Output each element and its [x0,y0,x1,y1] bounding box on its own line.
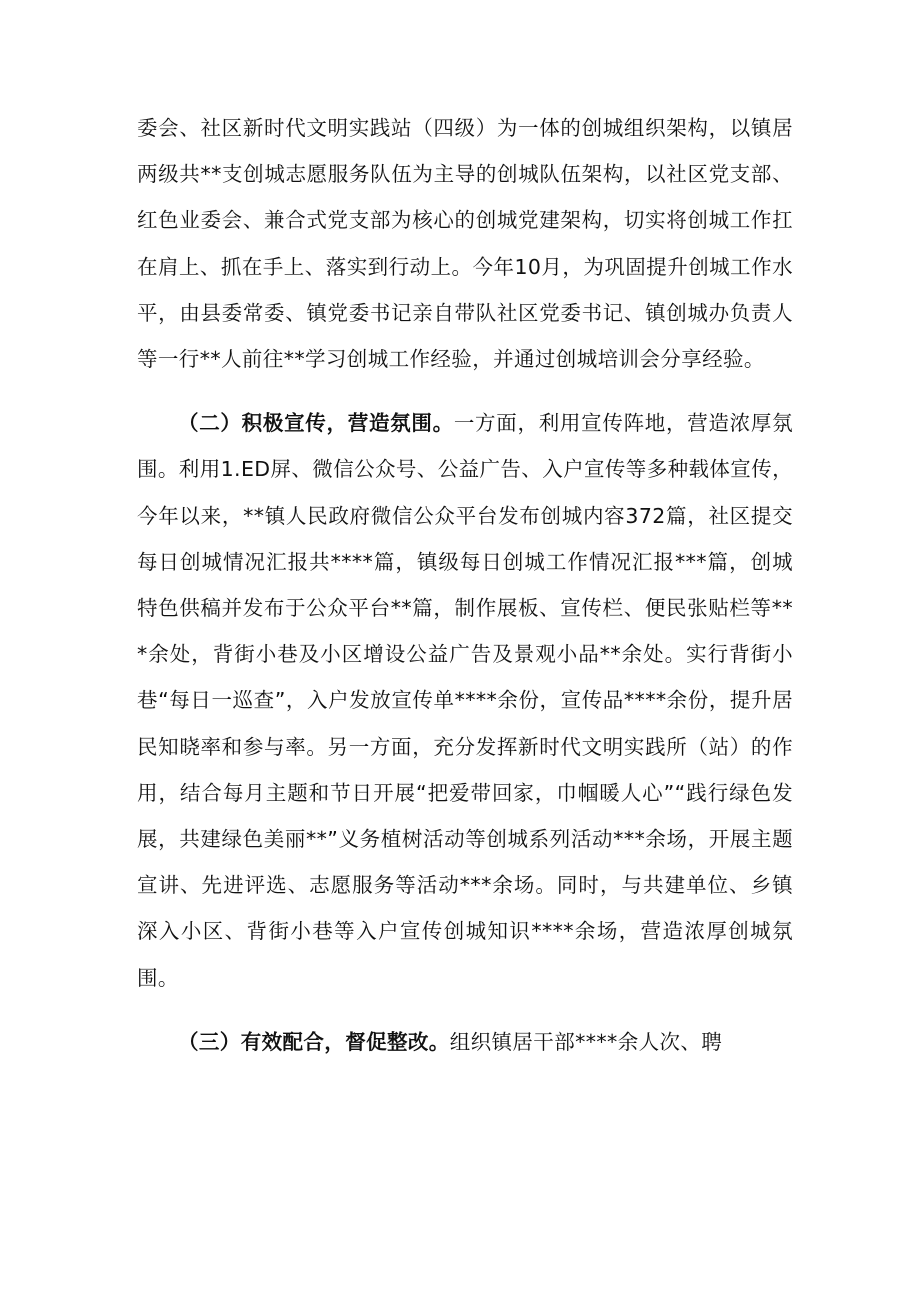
paragraph-text: 组织镇居干部****余人次、聘 [449,1029,723,1054]
paragraph-text: 一方面，利用宣传阵地，营造浓厚氛围。利用1.ED屏、微信公众号、公益广告、入户宣传等多种载体宣传，今年以来，**镇人民政府微信公众平台发布创城内容372篇，社区提交每日创城情况汇报共****篇，镇级每日创城工作情况汇报***篇，创城特色供稿并发布于公众平台**篇，制作展板、宣传栏、便民张贴栏等***余处，背街小巷及小区增设公益广告及景观小品**余处。实行背街小巷“每日一巡查”，入户发放宣传单****余份，宣传品****余份，提升居民知晓率和参与率。另一方面，充分发挥新时代文明实践所（站）的作用，结合每月主题和节日开展“把爱带回家，巾帼暖人心”“践行绿色发展，共建绿色美丽**”义务植树活动等创城系列活动***余场，开展主题宣讲、先进评选、志愿服务等活动***余场。同时，与共建单位、乡镇深入小区、背街小巷等入户宣传创城知识****余场，营造浓厚创城氛围。 [137,411,793,990]
paragraph-org-structure [137,105,793,382]
paragraph-text: 委会、社区新时代文明实践站（四级）为一体的创城组织架构，以镇居两级共**支创城志愿服务队伍为主导的创城队伍架构，以社区党支部、红色业委会、兼合式党支部为核心的创城党建架构，切实将创城工作扛在肩上、抓在手上、落实到行动上。今年10月，为巩固提升创城工作水平，由县委常委、镇党委书记亲自带队社区党委书记、镇创城办负责人等一行**人前往**学习创城工作经验，并通过创城培训会分享经验。 [137,116,793,372]
paragraph-rectification [137,1019,793,1065]
paragraph-publicity [137,400,793,1001]
section-heading-rectification: （三）有效配合，督促整改。 [178,1029,450,1054]
document-body [137,105,793,1065]
section-heading-publicity: （二）积极宣传，营造氛围。 [178,411,454,436]
